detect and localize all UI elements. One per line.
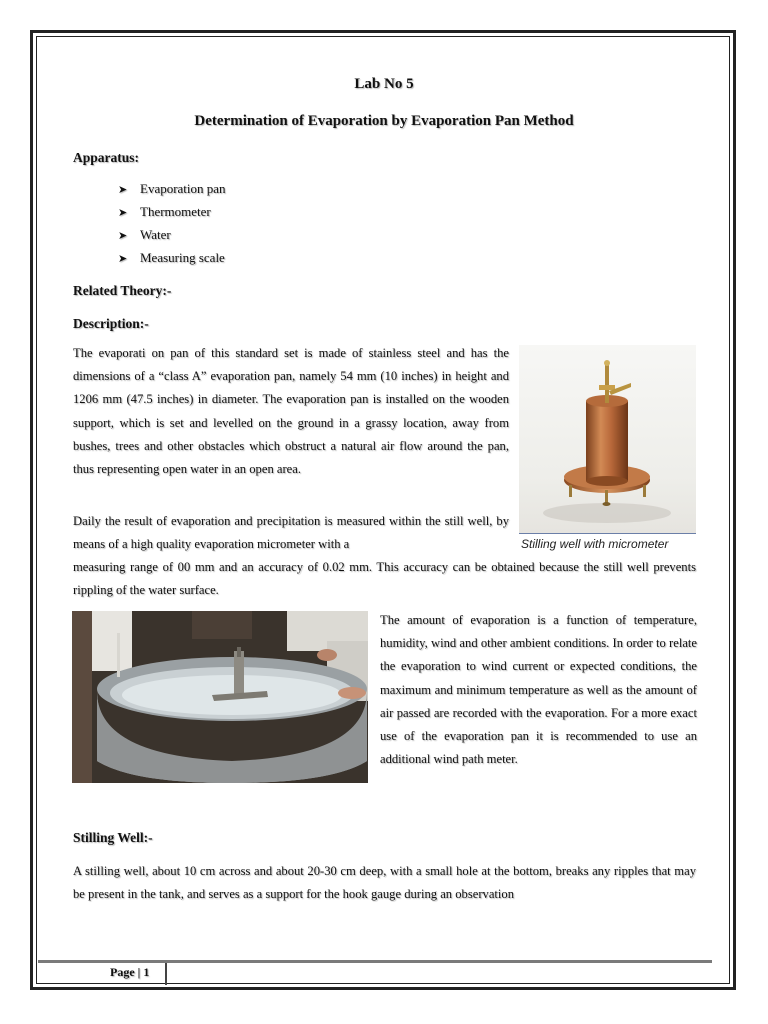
stilling-well-caption: Stilling well with micrometer (521, 537, 669, 551)
arrow-bullet-icon: ➤ (118, 252, 128, 265)
description-paragraph-2-bottom: measuring range of 00 mm and an accuracy of 0.02 mm. This accuracy can be obtained because the still well prevents rippling of the water surface. (73, 560, 696, 598)
description-paragraph-2-top: Daily the result of evaporation and precipitation is measured within the still well, by means of a high quality evaporation micrometer with a (73, 514, 509, 552)
apparatus-item: ➤ Measuring scale (118, 247, 226, 270)
arrow-bullet-icon: ➤ (118, 183, 128, 196)
stilling-well-heading: Stilling Well:- (73, 830, 153, 845)
description-paragraph-1: The evaporati on pan of this standard set is made of stainless steel and has the dimensions of a “class A” evaporation pan, namely 54 mm (10 inches) in height and 1206 mm (47.5 inches) in diameter. The evaporation pan is installed on the wooden support, which is set and levelled on the ground in a grassy location, away from bushes, trees and other obstacles which obstruct a natural air flow around the pan, thus representing open water in an open area. (73, 346, 509, 477)
description-heading: Description:- (73, 316, 149, 331)
apparatus-item: ➤ Thermometer (118, 201, 226, 224)
description-paragraph-3: The amount of evaporation is a function of temperature, humidity, wind and other ambient conditions. In order to relate the evaporation to wind current or expected conditions, the maximum and minimum temperature as well as the amount of air passed are recorded with the evaporation. For a more exact use of the evaporation pan it is recommended to use an additional wind path meter. (380, 613, 697, 767)
apparatus-heading: Apparatus: (73, 150, 140, 165)
apparatus-list (118, 178, 226, 270)
evaporation-pan-image (72, 611, 368, 783)
stilling-well-image (519, 345, 696, 534)
apparatus-item: ➤ Evaporation pan (118, 178, 226, 201)
apparatus-item: ➤ Water (118, 224, 226, 247)
stilling-well-paragraph: A stilling well, about 10 cm across and about 20-30 cm deep, with a small hole at the bottom, breaks any ripples that may be present in the tank, and serves as a support for the hook gauge during an observation (73, 864, 696, 902)
lab-number-title: Lab No 5 (354, 76, 414, 92)
related-theory-heading: Related Theory:- (73, 283, 172, 298)
evaporation-pan-illustration (72, 611, 368, 783)
page-number-label: Page | 1 (110, 965, 150, 979)
page-number: 1 (143, 965, 150, 979)
arrow-bullet-icon: ➤ (118, 206, 128, 219)
document-title: Determination of Evaporation by Evaporation Pan Method (194, 113, 574, 129)
arrow-bullet-icon: ➤ (118, 229, 128, 242)
stilling-well-illustration (519, 345, 696, 533)
